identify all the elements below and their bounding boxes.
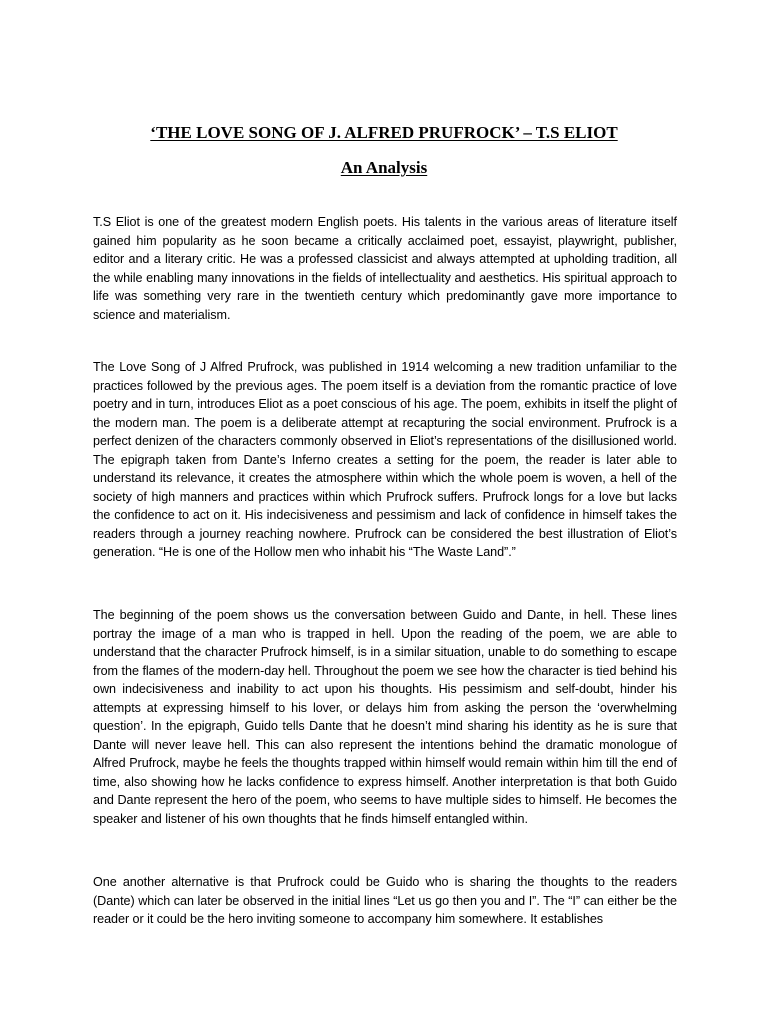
document-subtitle-text: An Analysis	[340, 158, 428, 177]
document-title	[0, 121, 768, 145]
paragraph-intro: T.S Eliot is one of the greatest modern English poets. His talents in the various areas of literature itself gained him popularity as he soon became a critically acclaimed poet, essayist, playwright, publisher, editor and a literary critic. He was a professed classicist and always attempted at upholding tradition, all the while enabling many innovations in the fields of intellectuality and aesthetics. His spiritual approach to life was something very rare in the twentieth century which predominantly gave more importance to science and materialism.	[93, 215, 677, 322]
document-subtitle	[0, 156, 768, 180]
paragraph-publication: The Love Song of J Alfred Prufrock, was published in 1914 welcoming a new tradition unfamiliar to the practices followed by the previous ages. The poem itself is a deviation from the romantic practice of love poetry and in turn, introduces Eliot as a poet conscious of his age. The poem, exhibits in itself the plight of the modern man. The poem is a deliberate attempt at recapturing the social environment. Prufrock is a perfect denizen of the characters commonly observed in Eliot’s representations of the disillusioned world. The epigraph taken from Dante’s Inferno creates a setting for the poem, the reader is later able to understand its relevance, it creates the atmosphere within which the whole poem is woven, a hell of the society of high manners and practices within which Prufrock suffers. Prufrock longs for a love but lacks the confidence to act on it. His indecisiveness and pessimism and lack of confidence in himself takes the readers through a journey reaching nowhere. Prufrock can be considered the best illustration of Eliot’s generation. “He is one of the Hollow men who inhabit his “The Waste Land”.”	[93, 360, 677, 559]
paragraph-epigraph: The beginning of the poem shows us the conversation between Guido and Dante, in hell. These lines portray the image of a man who is trapped in hell. Upon the reading of the poem, we are able to understand that the character Prufrock himself, is in a similar situation, unable to do something to escape from the flames of the modern-day hell. Throughout the poem we see how the character is tied behind his own indecisiveness and inability to act upon his thoughts. His pessimism and self-doubt, hinder his attempts at expressing himself to his lover, or delays him from asking the person the ‘overwhelming question’. In the epigraph, Guido tells Dante that he doesn’t mind sharing his identity as he is sure that Dante will never leave hell. This can also represent the intentions behind the dramatic monologue of Alfred Prufrock, maybe he feels the thoughts trapped within himself would remain within him till the end of time, also showing how he lacks confidence to express himself. Another interpretation is that both Guido and Dante represent the hero of the poem, who seems to have multiple sides to himself. He becomes the speaker and listener of his own thoughts that he finds himself entangled within.	[93, 608, 677, 826]
paragraph-alternative: One another alternative is that Prufrock could be Guido who is sharing the thoughts to the readers (Dante) which can later be observed in the initial lines “Let us go then you and I”. The “I” can either be the reader or it could be the hero inviting someone to accompany him somewhere. It establishes	[93, 875, 677, 926]
document-title-text: ‘THE LOVE SONG OF J. ALFRED PRUFROCK’ – T.S ELIOT	[150, 123, 618, 142]
